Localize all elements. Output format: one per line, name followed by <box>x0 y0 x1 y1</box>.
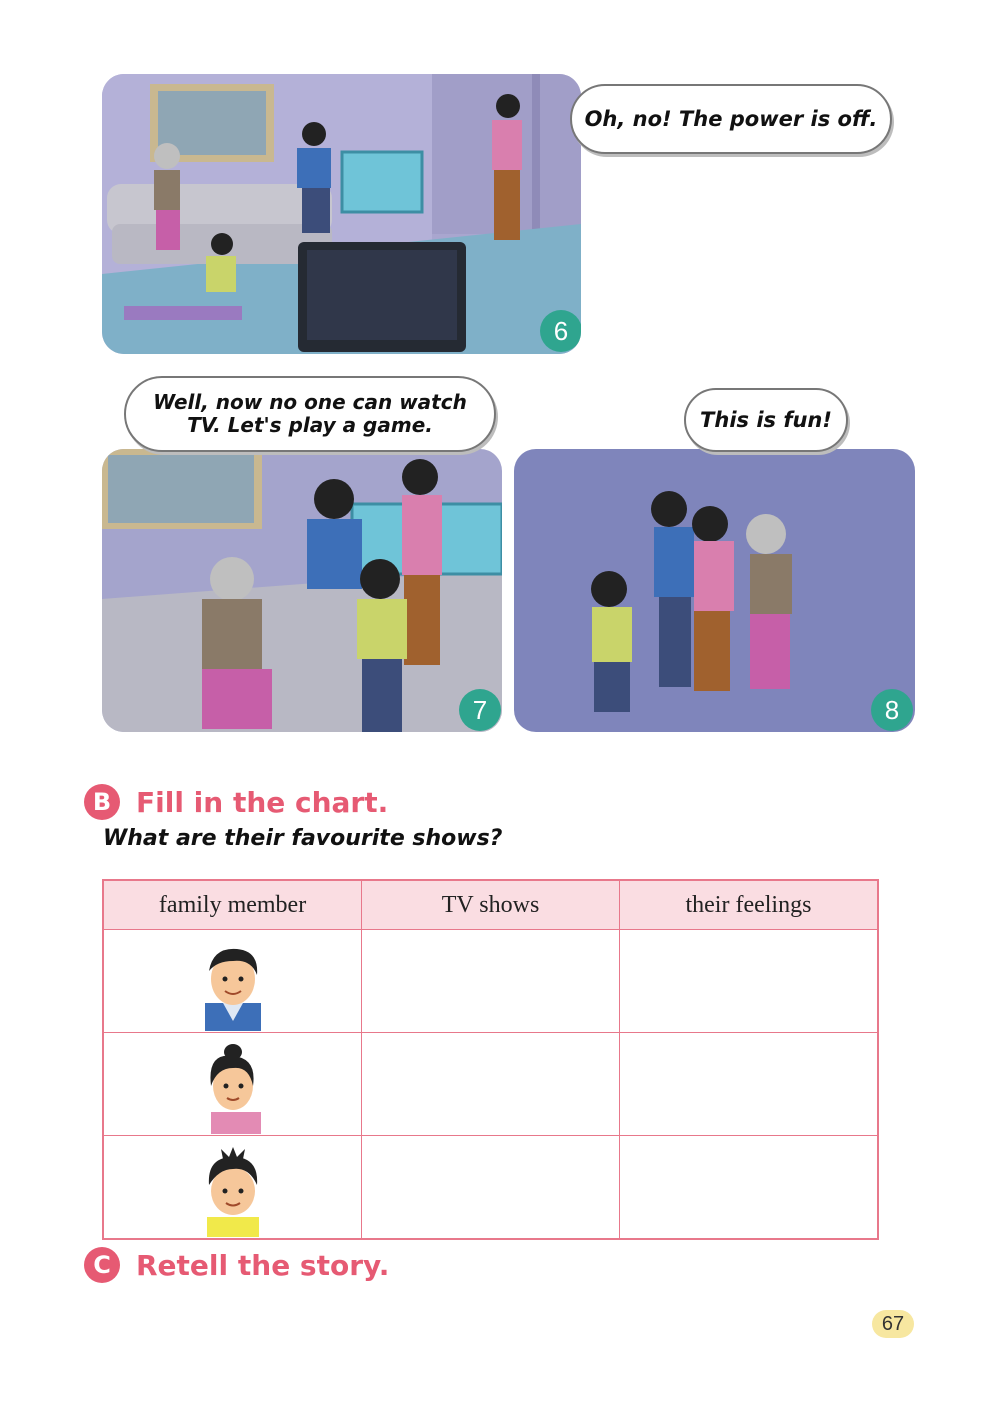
comic-panel-6 <box>102 74 581 354</box>
feelings-cell[interactable] <box>619 930 878 1033</box>
comic-panel-8 <box>514 449 915 732</box>
speech-bubble-panel-8: This is fun! <box>684 388 848 452</box>
mother-face-icon <box>193 1042 273 1134</box>
header-feelings: their feelings <box>619 880 878 930</box>
section-c-title: Retell the story. <box>136 1248 390 1282</box>
speech-bubble-panel-6: Oh, no! The power is off. <box>570 84 892 154</box>
tv-shows-cell[interactable] <box>362 1136 620 1240</box>
speech-bubble-panel-7: Well, now no one can watch TV. Let's play a game. <box>124 376 496 452</box>
father-cell <box>103 930 362 1033</box>
section-b-heading <box>84 784 388 820</box>
tv-shows-cell[interactable] <box>362 1033 620 1136</box>
section-b-title: Fill in the chart. <box>136 785 389 819</box>
section-c-badge: C <box>84 1247 120 1283</box>
comic-panel-7 <box>102 449 502 732</box>
family-gathering-illustration <box>102 449 502 732</box>
boy-face-icon <box>193 1145 273 1237</box>
living-room-illustration <box>102 74 581 354</box>
feelings-cell[interactable] <box>619 1033 878 1136</box>
family-playing-illustration <box>514 449 915 732</box>
father-face-icon <box>193 941 273 1031</box>
panel-number-badge: 6 <box>540 310 581 352</box>
tv-shows-cell[interactable] <box>362 930 620 1033</box>
feelings-cell[interactable] <box>619 1136 878 1240</box>
table-row <box>103 1136 878 1240</box>
page-number: 67 <box>872 1310 914 1338</box>
header-tv-shows: TV shows <box>362 880 620 930</box>
fill-in-chart <box>102 879 879 1240</box>
mother-cell <box>103 1033 362 1136</box>
table-row <box>103 1033 878 1136</box>
section-b-badge: B <box>84 784 120 820</box>
panel-number-badge: 7 <box>459 689 501 731</box>
section-b-question: What are their favourite shows? <box>103 826 503 851</box>
boy-cell <box>103 1136 362 1240</box>
chart-header-row <box>103 880 878 930</box>
section-c-heading <box>84 1247 389 1283</box>
panel-number-badge: 8 <box>871 689 913 731</box>
table-row <box>103 930 878 1033</box>
header-family-member: family member <box>103 880 362 930</box>
